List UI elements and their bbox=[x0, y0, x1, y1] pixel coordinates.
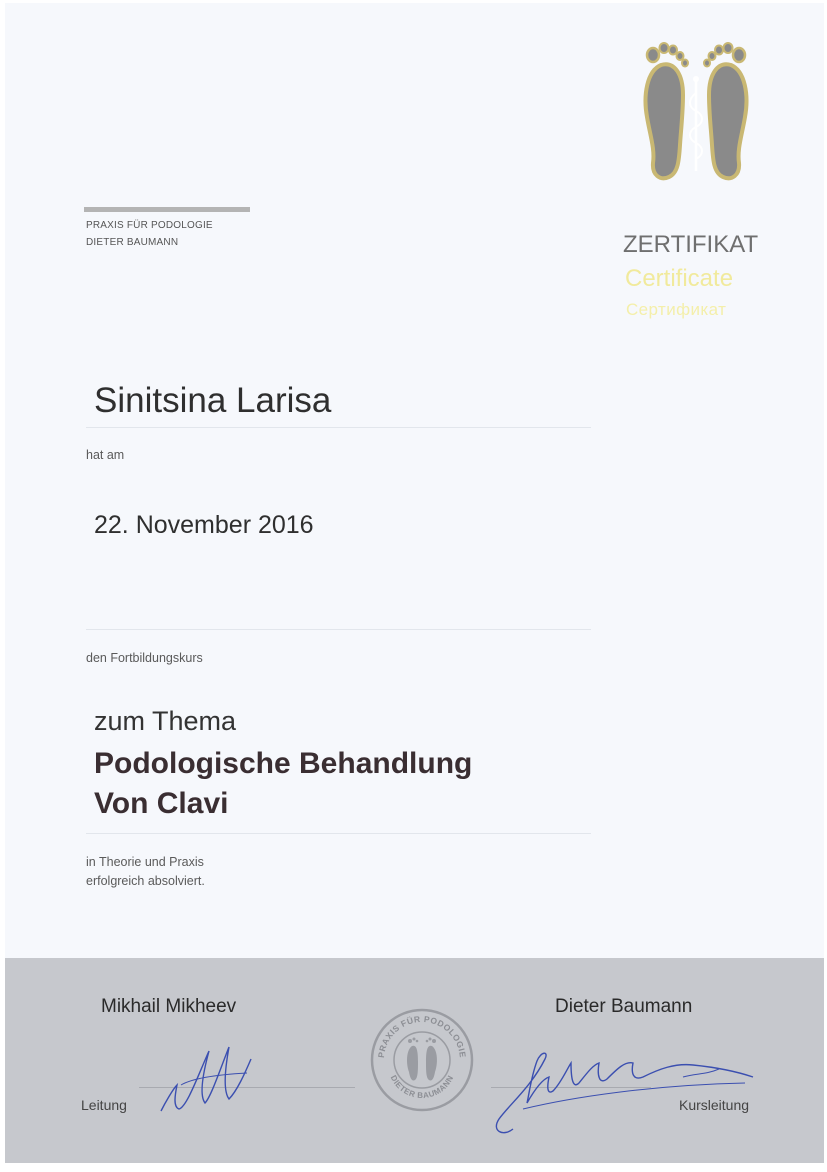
stamp-text-top: PRAXIS FÜR PODOLOGIE bbox=[375, 1013, 469, 1059]
svg-text:DIETER BAUMANN bbox=[389, 1074, 456, 1100]
header-accent-bar bbox=[84, 207, 250, 212]
course-title bbox=[94, 744, 472, 824]
completion-text bbox=[86, 853, 205, 891]
certificate-title-ru: Сертификат bbox=[626, 300, 727, 319]
recipient-name: Sinitsina Larisa bbox=[94, 381, 332, 420]
signatory-right-role: Kursleitung bbox=[679, 1097, 750, 1113]
divider bbox=[86, 833, 591, 834]
certificate-title-de: ZERTIFIKAT bbox=[623, 231, 759, 258]
signatory-left-role: Leitung bbox=[81, 1097, 127, 1113]
practice-name bbox=[86, 217, 213, 251]
course-title-line-1: Podologische Behandlung bbox=[94, 747, 473, 780]
stamp-feet-icon bbox=[407, 1038, 437, 1081]
certificate-page bbox=[5, 3, 824, 1163]
signatory-left-name: Mikhail Mikheev bbox=[101, 996, 237, 1017]
practice-line-2: DIETER BAUMANN bbox=[86, 237, 179, 248]
signatory-right-name: Dieter Baumann bbox=[555, 996, 693, 1017]
course-date: 22. November 2016 bbox=[94, 511, 314, 539]
practice-stamp bbox=[370, 1008, 474, 1112]
divider bbox=[86, 427, 591, 428]
divider bbox=[86, 629, 591, 630]
course-intro-label: den Fortbildungskurs bbox=[86, 651, 203, 665]
signature-right bbox=[483, 1033, 763, 1143]
feet-logo-icon bbox=[633, 37, 759, 187]
certificate-title-en: Certificate bbox=[625, 265, 734, 292]
hat-am-label: hat am bbox=[86, 448, 125, 462]
completion-line-2: erfolgreich absolviert. bbox=[86, 874, 205, 888]
signature-left bbox=[151, 1033, 261, 1123]
completion-line-1: in Theorie und Praxis bbox=[86, 855, 204, 869]
course-title-line-2: Von Clavi bbox=[94, 787, 229, 820]
zum-thema-label: zum Thema bbox=[94, 706, 237, 736]
stamp-text-bottom: DIETER BAUMANN bbox=[388, 1073, 456, 1101]
practice-line-1: PRAXIS FÜR PODOLOGIE bbox=[86, 220, 213, 231]
